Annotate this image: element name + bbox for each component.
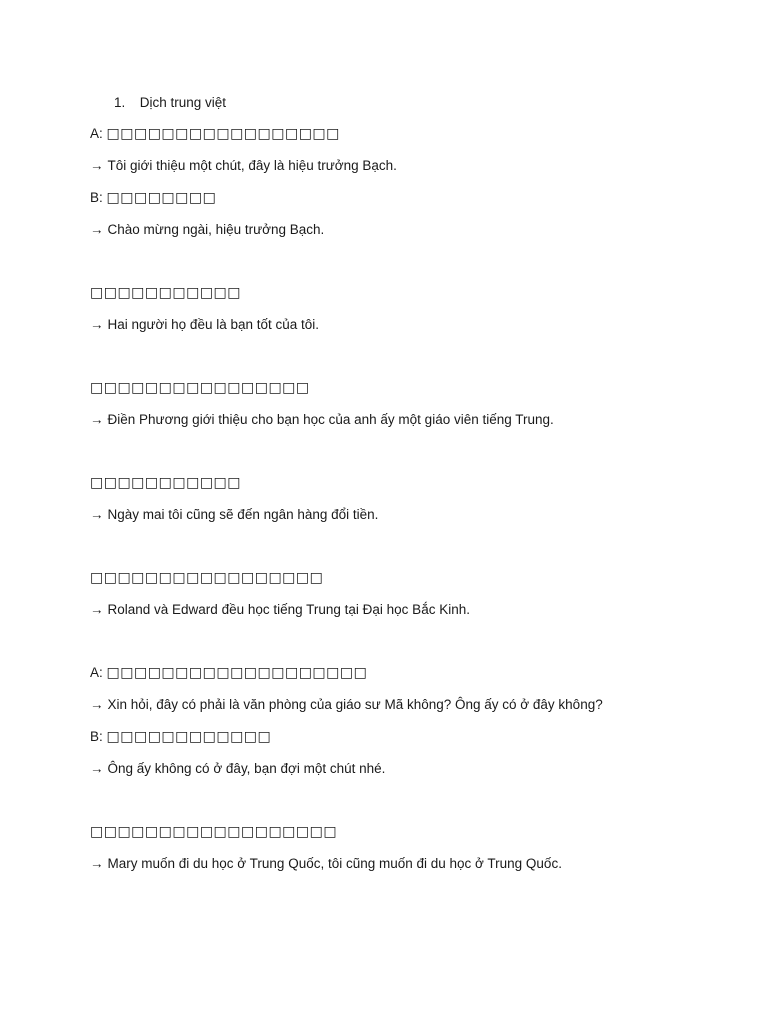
arrow-right-icon: → xyxy=(90,856,104,871)
chinese-text: □□□□□□□□□□□□□□□□□ xyxy=(106,126,340,142)
chinese-sentence xyxy=(90,284,241,302)
vietnamese-translation xyxy=(90,157,397,175)
speaker-label: A: xyxy=(90,126,107,141)
translation-text: Xin hỏi, đây có phải là văn phòng của giáo sư Mã không? Ông ấy có ở đây không? xyxy=(107,697,603,712)
arrow-right-icon: → xyxy=(90,697,104,712)
arrow-right-icon: → xyxy=(90,761,104,776)
arrow-right-icon: → xyxy=(90,222,104,237)
vietnamese-translation xyxy=(90,855,562,873)
arrow-right-icon: → xyxy=(90,158,104,173)
heading-title: Dịch trung việt xyxy=(139,95,227,110)
chinese-text: □□□□□□□□□□□ xyxy=(90,285,242,301)
vietnamese-translation xyxy=(90,411,554,429)
translation-text: Mary muốn đi du học ở Trung Quốc, tôi cũng muốn đi du học ở Trung Quốc. xyxy=(107,856,562,871)
chinese-sentence xyxy=(90,379,310,397)
translation-text: Chào mừng ngài, hiệu trưởng Bạch. xyxy=(107,222,325,237)
chinese-sentence xyxy=(90,823,337,841)
chinese-text: □□□□□□□□ xyxy=(106,190,217,206)
chinese-sentence xyxy=(90,125,340,143)
translation-text: Ngày mai tôi cũng sẽ đến ngân hàng đổi tiền. xyxy=(107,507,379,522)
translation-text: Ông ấy không có ở đây, bạn đợi một chút nhé. xyxy=(107,761,386,776)
vietnamese-translation xyxy=(90,696,603,714)
speaker-label: A: xyxy=(90,665,107,680)
chinese-text: □□□□□□□□□□□□□□□□□□ xyxy=(90,824,338,840)
chinese-text: □□□□□□□□□□□□□□□□□□□ xyxy=(106,665,368,681)
speaker-label: B: xyxy=(90,729,107,744)
arrow-right-icon: → xyxy=(90,602,104,617)
vietnamese-translation xyxy=(90,316,319,334)
translation-text: Roland và Edward đều học tiếng Trung tại Đại học Bắc Kinh. xyxy=(107,602,470,617)
translation-text: Tôi giới thiệu một chút, đây là hiệu trưởng Bạch. xyxy=(107,158,397,173)
chinese-sentence xyxy=(90,728,271,746)
vietnamese-translation xyxy=(90,221,324,239)
chinese-text: □□□□□□□□□□□□ xyxy=(106,729,272,745)
speaker-label: B: xyxy=(90,190,107,205)
chinese-sentence xyxy=(90,474,241,492)
chinese-text: □□□□□□□□□□□□□□□□ xyxy=(90,380,310,396)
chinese-text: □□□□□□□□□□□ xyxy=(90,475,242,491)
heading-number: 1. xyxy=(114,95,126,110)
vietnamese-translation xyxy=(90,601,470,619)
translation-text: Hai người họ đều là bạn tốt của tôi. xyxy=(107,317,320,332)
vietnamese-translation xyxy=(90,506,378,524)
exercise-heading xyxy=(114,94,226,112)
translation-text: Điền Phương giới thiệu cho bạn học của anh ấy một giáo viên tiếng Trung. xyxy=(107,412,554,427)
chinese-sentence xyxy=(90,189,216,207)
arrow-right-icon: → xyxy=(90,412,104,427)
chinese-sentence xyxy=(90,569,323,587)
vietnamese-translation xyxy=(90,760,385,778)
chinese-sentence xyxy=(90,664,367,682)
arrow-right-icon: → xyxy=(90,317,104,332)
arrow-right-icon: → xyxy=(90,507,104,522)
chinese-text: □□□□□□□□□□□□□□□□□ xyxy=(90,570,324,586)
